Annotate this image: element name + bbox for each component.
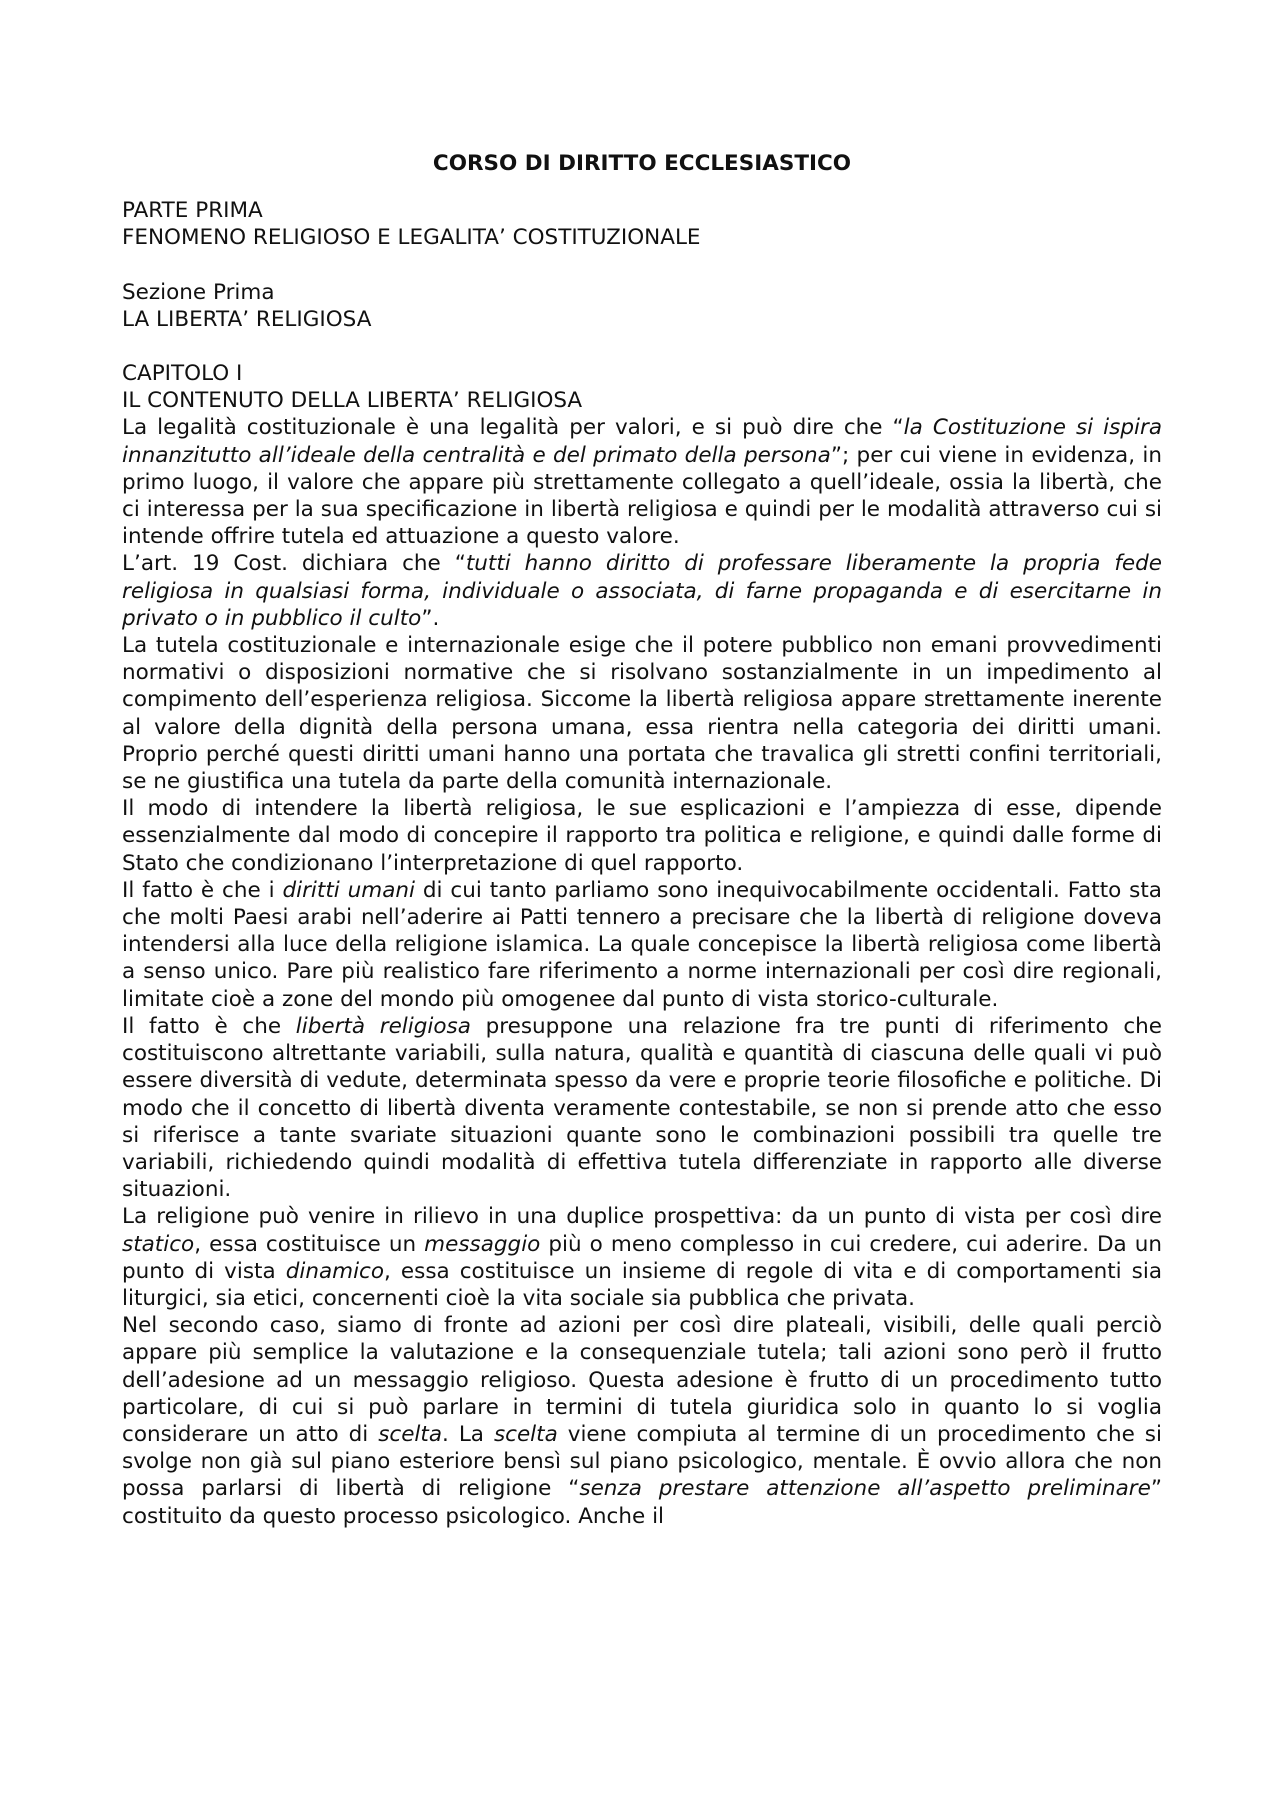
section-label: Sezione Prima (122, 279, 275, 305)
text-run: ” costituito da questo processo psicologico. Anche il (122, 1476, 1163, 1529)
text-run: , essa costituisce un (194, 1231, 425, 1257)
italic-run: messaggio (424, 1231, 541, 1257)
paragraph (122, 414, 1162, 550)
paragraph (122, 550, 1162, 632)
text-run: ”. (421, 605, 440, 631)
paragraph (122, 1013, 1162, 1203)
text-run: presuppone una relazione fra tre punti di riferimento che costituiscono altrettante variabili, sulla natura, qualità e quantità di ciascuna delle quali vi può essere diversità di vedute, determinata spesso da vere e proprie teorie filosofiche e politiche. Di modo che il concetto di libertà diventa veramente contestabile, se non si prende atto che esso si riferisce a tante svariate situazioni quante sono le combinazioni possibili tra quelle tre variabili, richiedendo quindi modalità di effettiva tutela differenziate in rapporto alle diverse situazioni. (122, 1013, 1163, 1203)
italic-run: dinamico (285, 1258, 385, 1284)
spacer (122, 252, 1162, 279)
text-run: . La (442, 1421, 494, 1447)
text-run: Il fatto è che i (122, 877, 283, 903)
text-run: più o meno complesso in cui credere, cui aderire. Da un punto di vista (122, 1231, 1162, 1284)
text-run: viene compiuta al termine di un procedimento che si svolge non già sul piano esteriore bensì sul piano psicologico, mentale. È ovvio allora che non possa parlarsi di libertà di religione “ (122, 1421, 1162, 1502)
italic-run: senza prestare attenzione all’aspetto preliminare (579, 1476, 1151, 1502)
italic-run: statico (122, 1231, 195, 1257)
document-title: CORSO DI DIRITTO ECCLESIASTICO (432, 151, 852, 176)
italic-run: tutti hanno diritto di professare liberamente la propria fede religiosa in qualsiasi forma, individuale o associata, di farne propaganda e di esercitarne in privato o in pubblico il culto (122, 551, 1163, 631)
italic-run: la Costituzione si ispira innanzitutto all’ideale della centralità e del primato della persona (122, 415, 1162, 468)
text-run: Il modo di intendere la libertà religiosa, le sue esplicazioni e l’ampiezza di esse, dipende essenzialmente dal modo di concepire il rapporto tra politica e religione, e quindi dalle forme di Stato che condizionano l’interpretazione di quel rapporto. (122, 796, 1162, 876)
italic-run: diritti umani (282, 877, 415, 903)
text-run: La tutela costituzionale e internazionale esige che il potere pubblico non emani provvedimenti normativi o disposizioni normative che si risolvano sostanzialmente in un impedimento al compimento dell’esperienza religiosa. Siccome la libertà religiosa appare strettamente inerente al valore della dignità della persona umana, essa rientra nella categoria dei diritti umani. Proprio perché questi diritti umani hanno una portata che travalica gli stretti confini territoriali, se ne giustifica una tutela da parte della comunità internazionale. (122, 633, 1162, 795)
paragraph (122, 795, 1162, 877)
part-label: PARTE PRIMA (122, 198, 263, 224)
text-run: L’art. 19 Cost. dichiara che “ (122, 551, 466, 577)
chapter-label: CAPITOLO I (122, 361, 243, 387)
text-run: Nel secondo caso, siamo di fronte ad azioni per così dire plateali, visibili, delle quali perciò appare più semplice la valutazione e la consequenziale tutela; tali azioni sono però il frutto dell’adesione ad un messaggio religioso. Questa adesione è frutto di un procedimento tutto particolare, di cui si può parlare in termini di tutela giuridica solo in quanto lo si voglia considerare un atto di (122, 1313, 1162, 1447)
part-title: FENOMENO RELIGIOSO E LEGALITA’ COSTITUZIONALE (122, 225, 701, 251)
italic-run: libertà religiosa (295, 1013, 471, 1039)
text-run: La religione può venire in rilievo in una duplice prospettiva: da un punto di vista per così dire (122, 1204, 1162, 1230)
italic-run: scelta (378, 1421, 443, 1447)
paragraph (122, 1203, 1162, 1312)
text-run: La legalità costituzionale è una legalità per valori, e si può dire che “ (122, 415, 904, 441)
section-title: LA LIBERTA’ RELIGIOSA (122, 306, 372, 332)
text-run: , essa costituisce un insieme di regole di vita e di comportamenti sia liturgici, sia etici, concernenti cioè la vita sociale sia pubblica che privata. (122, 1258, 1162, 1311)
italic-run: scelta (493, 1421, 558, 1447)
paragraph (122, 632, 1162, 795)
chapter-title: IL CONTENUTO DELLA LIBERTA’ RELIGIOSA (122, 388, 583, 414)
document-page (122, 150, 1162, 1530)
spacer (122, 333, 1162, 360)
paragraph (122, 877, 1162, 1013)
text-run: Il fatto è che (122, 1013, 296, 1039)
paragraph (122, 1312, 1162, 1530)
body-text (122, 414, 1162, 1529)
text-run: di cui tanto parliamo sono inequivocabilmente occidentali. Fatto sta che molti Paesi arabi nell’aderire ai Patti tennero a precisare che la libertà di religione doveva intendersi alla luce della religione islamica. La quale concepisce la libertà religiosa come libertà a senso unico. Pare più realistico fare riferimento a norme internazionali per così dire regionali, limitate cioè a zone del mondo più omogenee dal punto di vista storico-culturale. (122, 877, 1162, 1012)
text-run: ”; per cui viene in evidenza, in primo luogo, il valore che appare più strettamente collegato a quell’ideale, ossia la libertà, che ci interessa per la sua specificazione in libertà religiosa e quindi per le modalità attraverso cui si intende offrire tutela ed attuazione a questo valore. (122, 442, 1162, 550)
